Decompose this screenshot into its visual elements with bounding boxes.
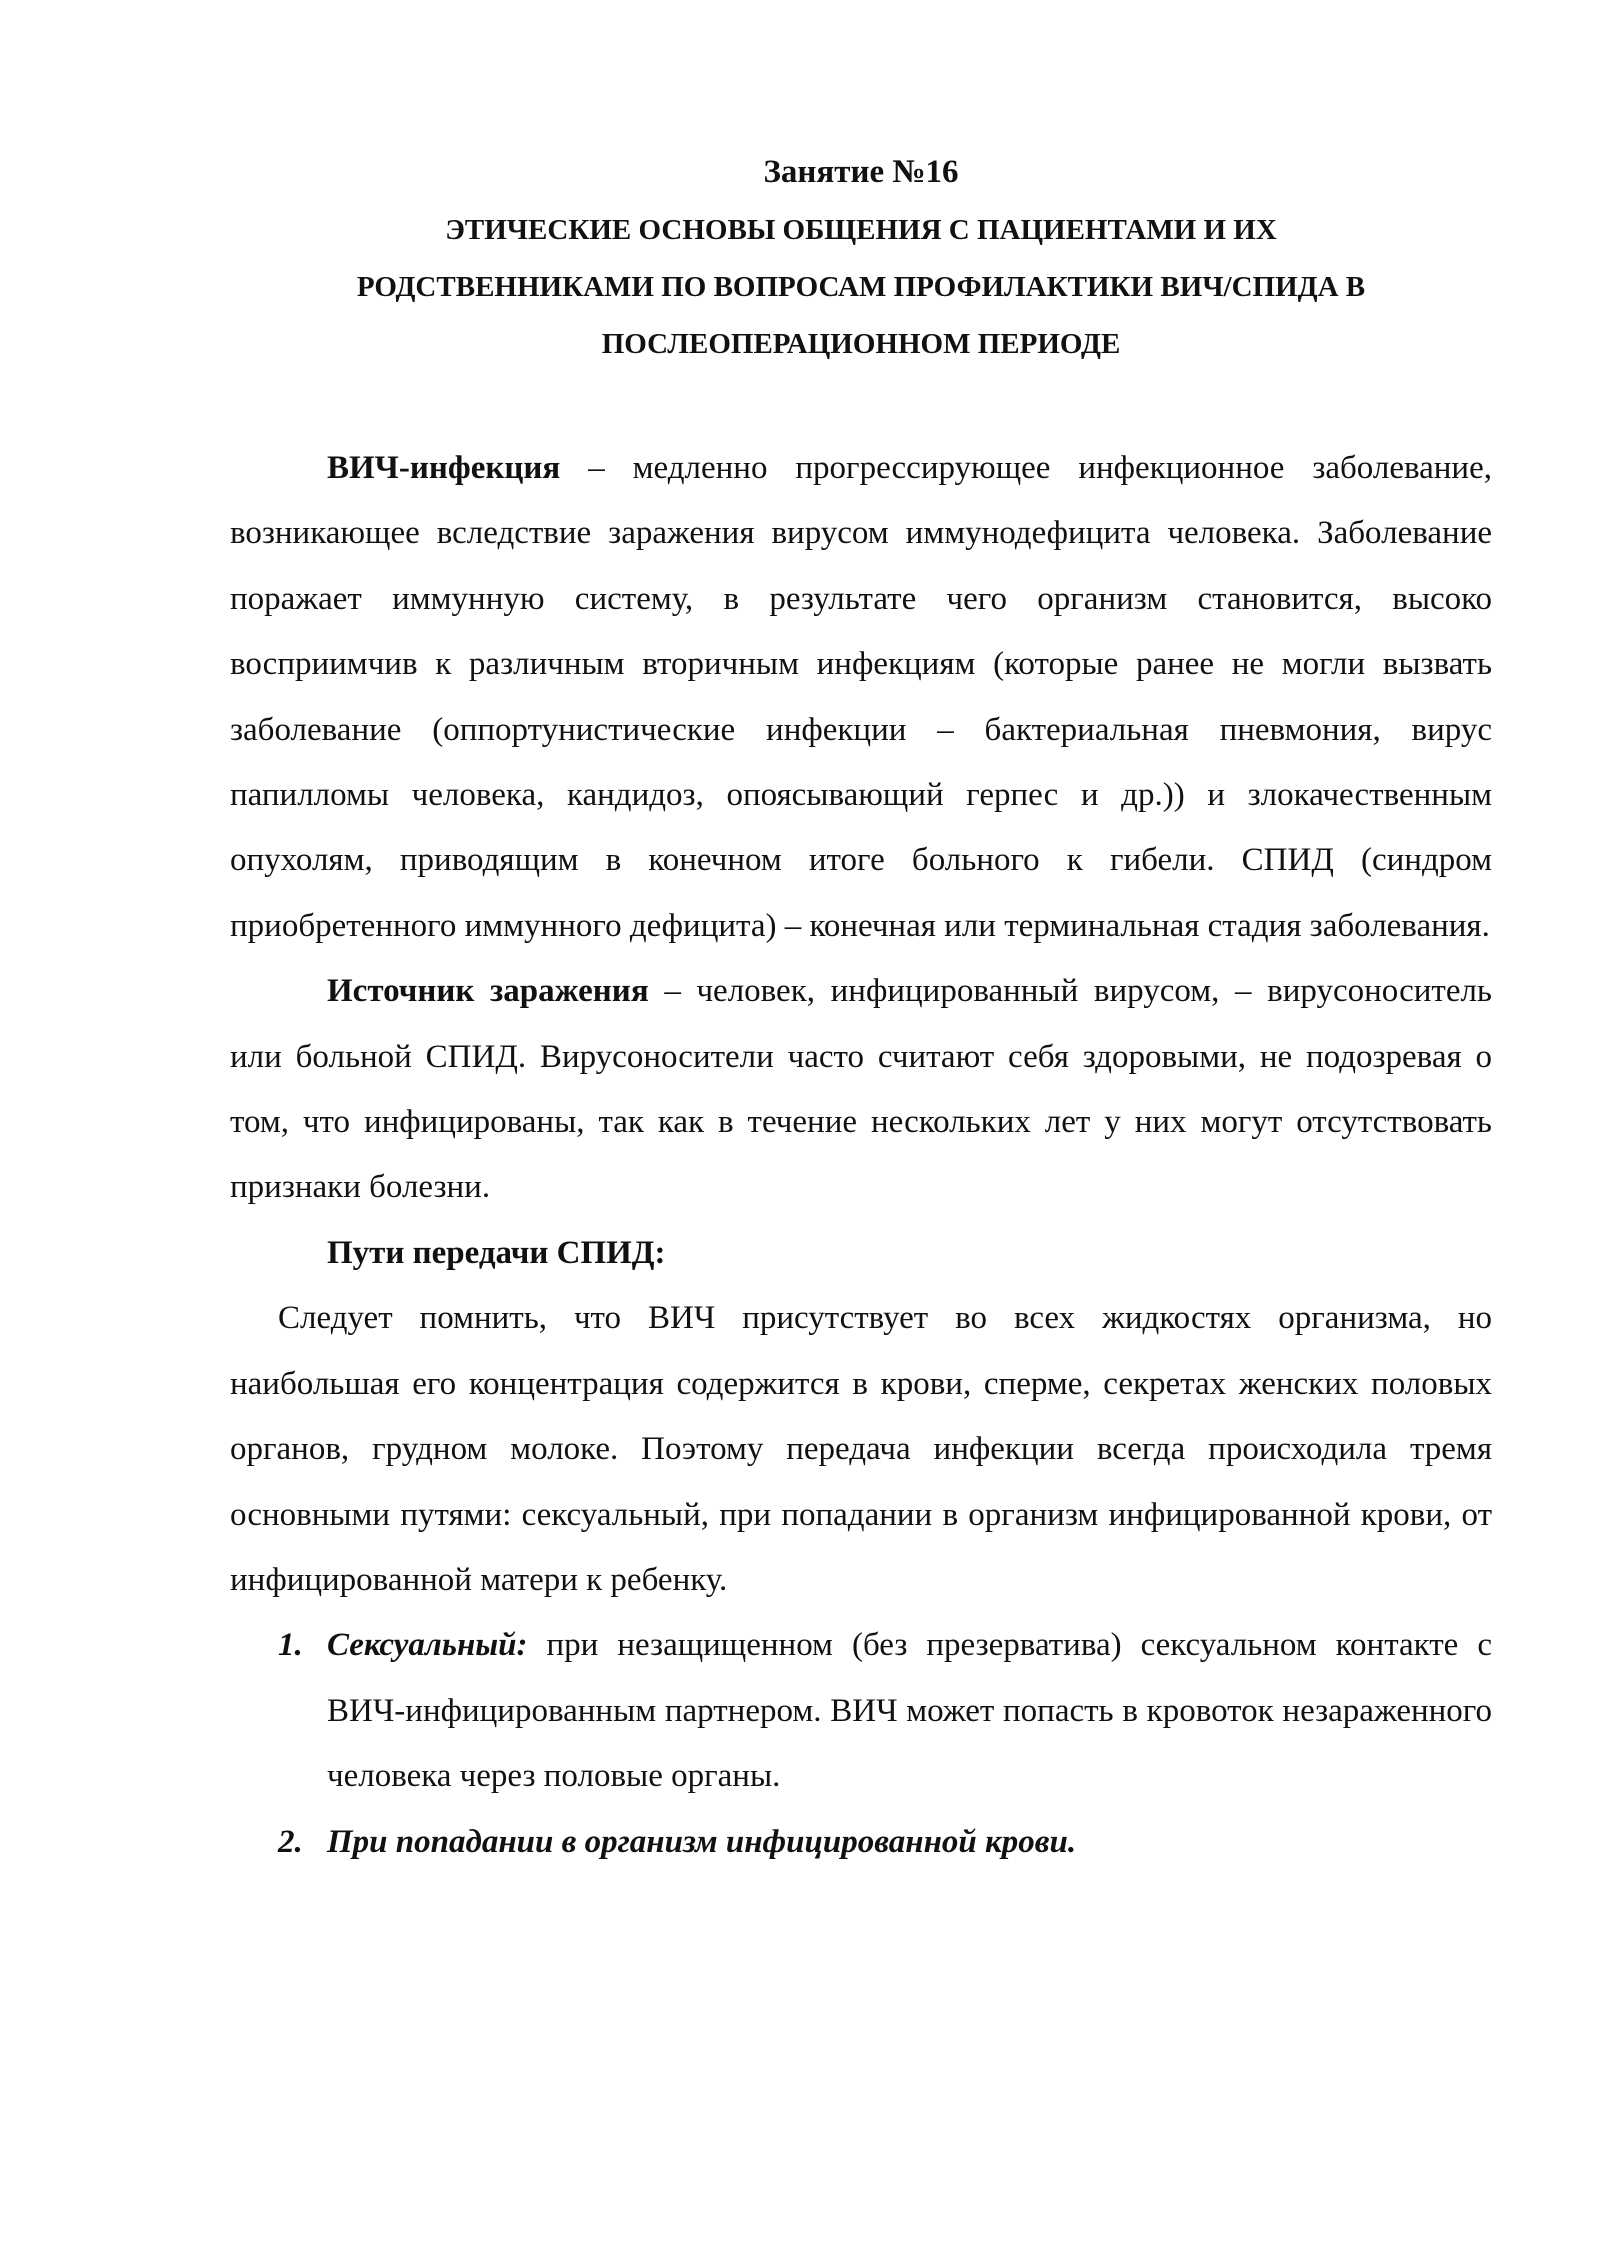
- list-item-text: при незащищенном (без презерватива) сексуальном контакте с ВИЧ-инфицированным партнером. ВИЧ может попасть в кровоток незараженного человека через половые органы.: [327, 1627, 1492, 1795]
- list-item-term: Сексуальный:: [327, 1627, 528, 1664]
- list-item-number: 1.: [278, 1627, 303, 1664]
- hiv-definition-paragraph: [230, 436, 1492, 959]
- transmission-list: [230, 1613, 1492, 1875]
- list-item-number: 2.: [278, 1823, 303, 1860]
- hiv-definition-term: ВИЧ-инфекция: [327, 450, 561, 486]
- topic-title-line-2: РОДСТВЕННИКАМИ ПО ВОПРОСАМ ПРОФИЛАКТИКИ ВИЧ/СПИДА В: [356, 271, 1366, 303]
- infection-source-term: Источник заражения: [327, 973, 649, 1010]
- infection-source-text: – человек, инфицированный вирусом, – вирусоноситель или больной СПИД. Вирусоносители часто считают себя здоровыми, не подозревая о том, что инфицированы, так как в течение нескольких лет у них могут отсутствовать признаки болезни.: [230, 973, 1492, 1206]
- list-item-term: При попадании в организм инфицированной крови.: [327, 1823, 1077, 1860]
- transmission-intro-paragraph: Следует помнить, что ВИЧ присутствует во всех жидкостях организма, но наибольшая его концентрация содержится в крови, сперме, секретах женских половых органов, грудном молоке. Поэтому передача инфекции всегда происходила тремя основными путями: сексуальный, при попадании в организм инфицированной крови, от инфицированной матери к ребенку.: [230, 1300, 1492, 1598]
- document-header: [230, 150, 1492, 373]
- topic-title-line-1: ЭТИЧЕСКИЕ ОСНОВЫ ОБЩЕНИЯ С ПАЦИЕНТАМИ И ИХ: [445, 214, 1277, 246]
- hiv-definition-text: – медленно прогрессирующее инфекционное заболевание, возникающее вследствие заражения вирусом иммунодефицита человека. Заболевание поражает иммунную систему, в результате чего организм становится, высоко восприимчив к различным вторичным инфекциям (которые ранее не могли вызвать заболевание (оппортунистические инфекции – бактериальная пневмония, вирус папилломы человека, кандидоз, опоясывающий герпес и др.)) и злокачественным опухолям, приводящим в конечном итоге больного к гибели. СПИД (синдром приобретенного иммунного дефицита) – конечная или терминальная стадия заболевания.: [230, 450, 1492, 944]
- list-item: [230, 1613, 1492, 1809]
- list-item: [230, 1810, 1492, 1875]
- transmission-heading: Пути передачи СПИД:: [327, 1234, 666, 1271]
- lesson-title: Занятие №16: [763, 154, 959, 190]
- topic-title-line-3: ПОСЛЕОПЕРАЦИОННОМ ПЕРИОДЕ: [601, 328, 1121, 360]
- document-page: [230, 150, 1492, 1875]
- infection-source-paragraph: [230, 959, 1492, 1221]
